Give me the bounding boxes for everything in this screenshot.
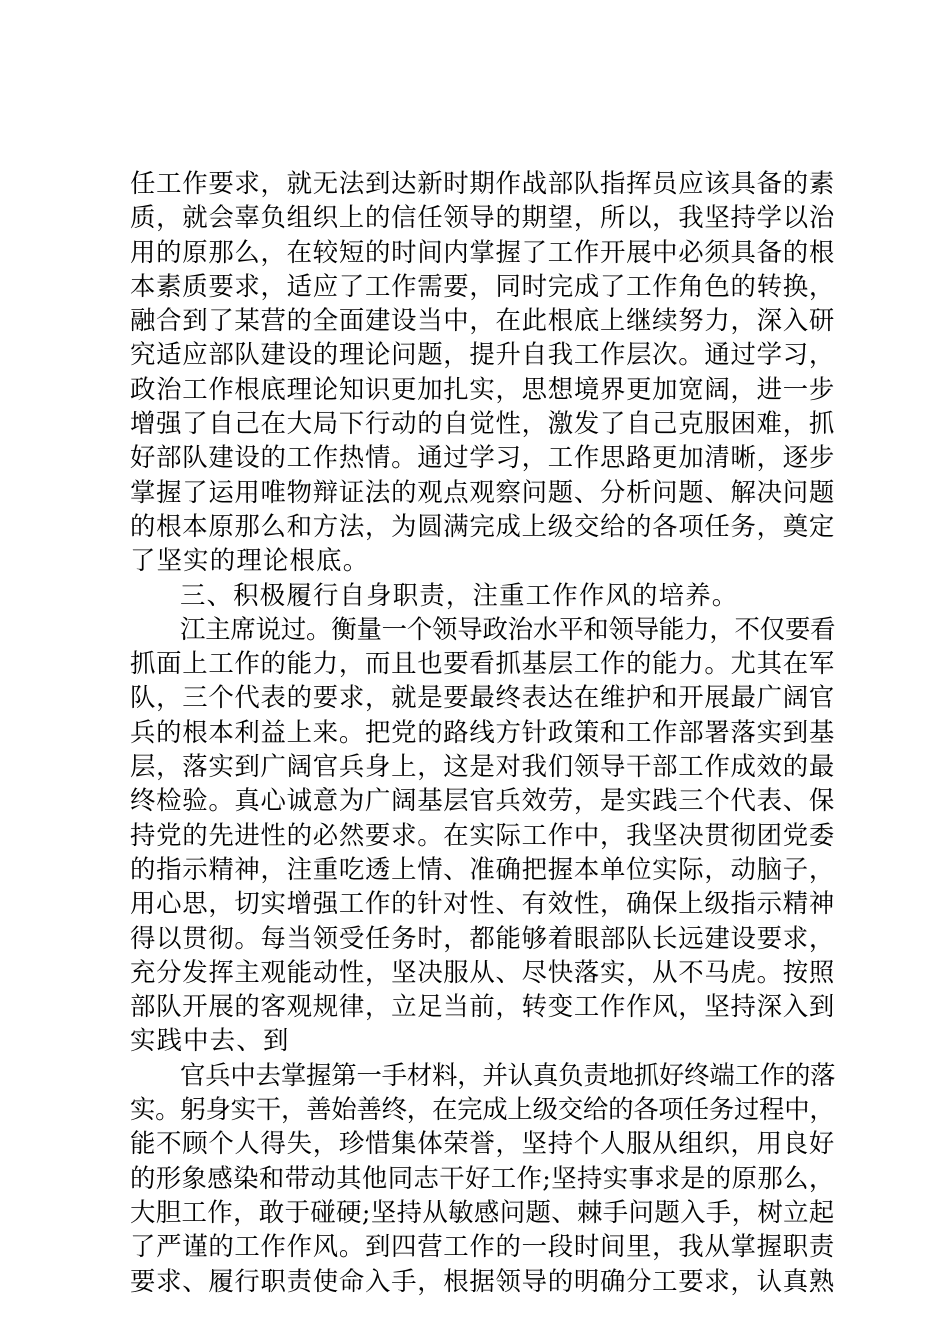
text-line: 实践中去、到 (130, 1025, 290, 1056)
text-line: 增强了自己在大局下行动的自觉性，激发了自己克服困难，抓 (130, 408, 835, 439)
text-line: 实。躬身实干，善始善终，在完成上级交给的各项任务过程中， (130, 1094, 835, 1125)
text-line: 要求、履行职责使命入手，根据领导的明确分工要求，认真熟 (130, 1265, 835, 1296)
text-line: 大胆工作，敢于碰硬;坚持从敏感问题、棘手问题入手，树立起 (130, 1196, 835, 1227)
text-line: 持党的先进性的必然要求。在实际工作中，我坚决贯彻团党委 (130, 819, 835, 850)
text-line: 了坚实的理论根底。 (130, 545, 370, 576)
body-text (130, 166, 835, 1298)
text-line: 部队开展的客观规律，立足当前，转变工作作风，坚持深入到 (130, 991, 835, 1022)
text-line: 究适应部队建设的理论问题，提升自我工作层次。通过学习， (130, 339, 835, 370)
text-line: 的形象感染和带动其他同志干好工作;坚持实事求是的原那么， (130, 1162, 835, 1193)
text-line: 三、积极履行自身职责，注重工作作风的培养。 (180, 579, 739, 610)
text-line: 质，就会辜负组织上的信任领导的期望，所以，我坚持学以治 (130, 202, 835, 233)
text-line: 了严谨的工作作风。到四营工作的一段时间里，我从掌握职责 (130, 1231, 835, 1262)
text-line: 好部队建设的工作热情。通过学习，工作思路更加清晰，逐步 (130, 442, 835, 473)
text-line: 任工作要求，就无法到达新时期作战部队指挥员应该具备的素 (130, 168, 835, 198)
text-line: 政治工作根底理论知识更加扎实，思想境界更加宽阔，进一步 (130, 373, 835, 404)
text-line: 队，三个代表的要求，就是要最终表达在维护和开展最广阔官 (130, 682, 835, 713)
text-line: 融合到了某营的全面建设当中，在此根底上继续努力，深入研 (130, 305, 835, 336)
text-line: 能不顾个人得失，珍惜集体荣誉，坚持个人服从组织，用良好 (130, 1128, 835, 1159)
text-line: 的指示精神，注重吃透上情、准确把握本单位实际，动脑子， (130, 853, 835, 884)
text-line: 官兵中去掌握第一手材料，并认真负责地抓好终端工作的落 (180, 1059, 836, 1090)
text-line: 层，落实到广阔官兵身上，这是对我们领导干部工作成效的最 (130, 751, 835, 782)
text-line: 江主席说过。衡量一个领导政治水平和领导能力，不仅要看 (180, 613, 836, 644)
text-line: 本素质要求，适应了工作需要，同时完成了工作角色的转换， (130, 270, 835, 301)
text-line: 掌握了运用唯物辩证法的观点观察问题、分析问题、解决问题 (130, 476, 835, 507)
text-line: 的根本原那么和方法，为圆满完成上级交给的各项任务，奠定 (130, 510, 835, 541)
text-line: 兵的根本利益上来。把党的路线方针政策和工作部署落实到基 (130, 716, 835, 747)
text-line: 用心思，切实增强工作的针对性、有效性，确保上级指示精神 (130, 888, 835, 919)
text-line: 终检验。真心诚意为广阔基层官兵效劳，是实践三个代表、保 (130, 785, 835, 816)
text-line: 抓面上工作的能力，而且也要看抓基层工作的能力。尤其在军 (130, 648, 835, 679)
text-line: 充分发挥主观能动性，坚决服从、尽快落实，从不马虎。按照 (130, 956, 835, 987)
text-line: 用的原那么，在较短的时间内掌握了工作开展中必须具备的根 (130, 236, 835, 267)
text-line: 得以贯彻。每当领受任务时，都能够着眼部队长远建设要求， (130, 922, 835, 953)
